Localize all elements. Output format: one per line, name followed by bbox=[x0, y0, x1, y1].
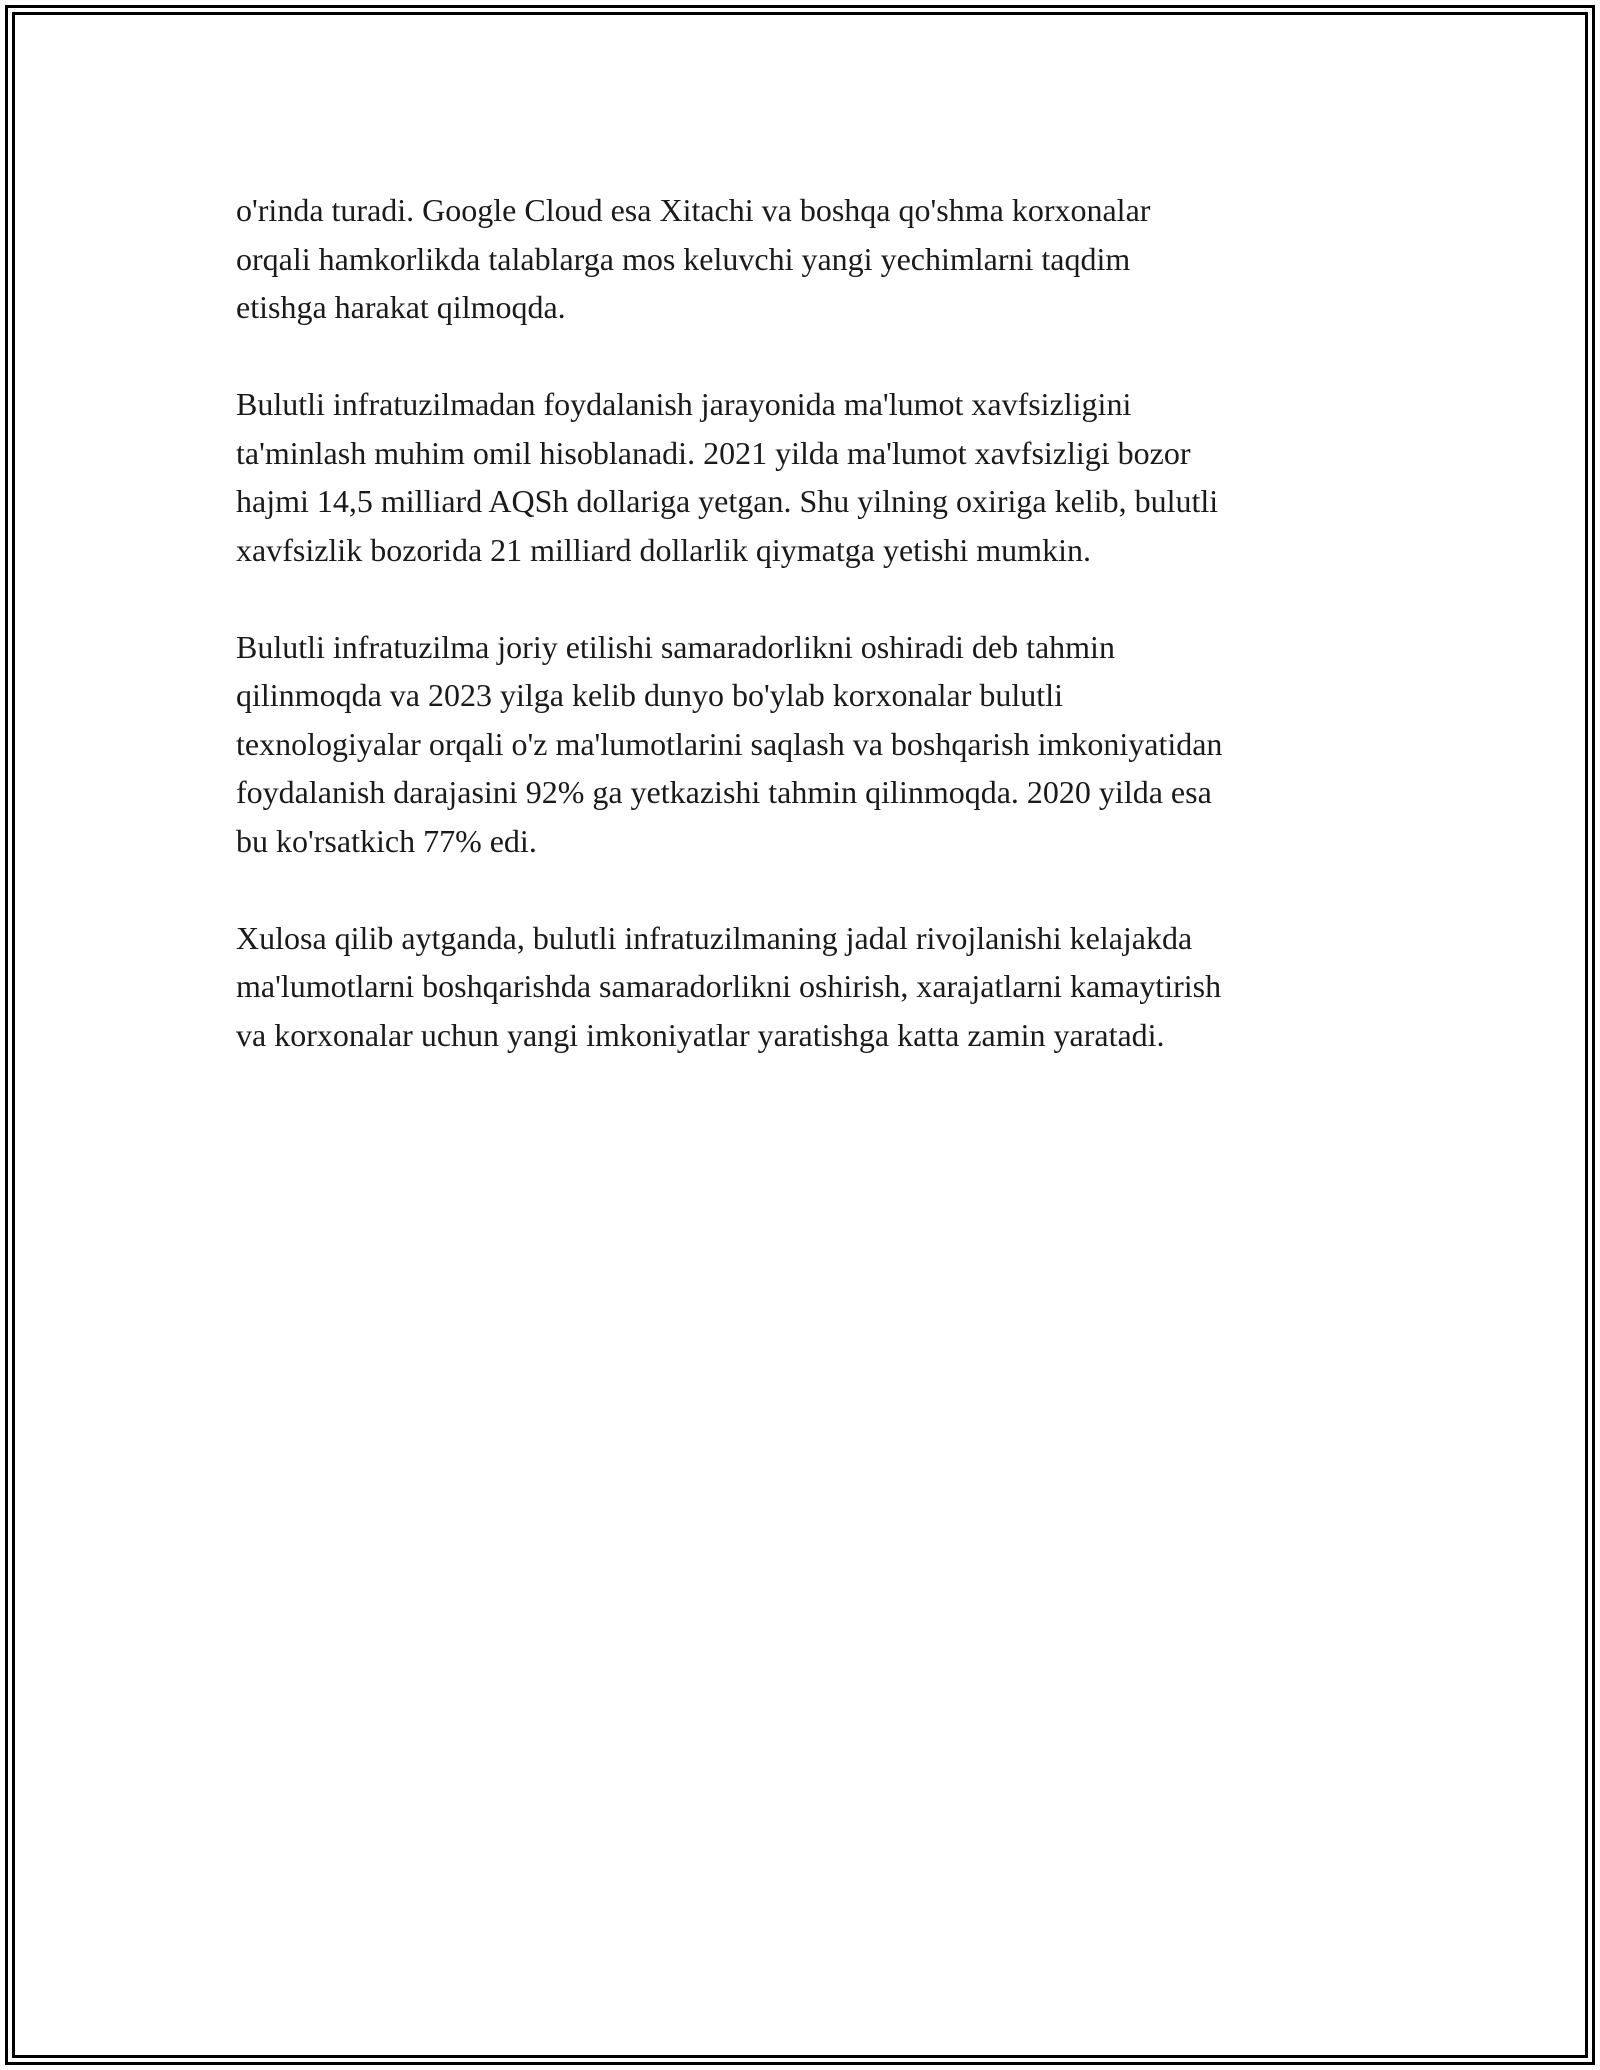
paragraph-line: va korxonalar uchun yangi imkoniyatlar yaratishga katta zamin yaratadi. bbox=[236, 1016, 1165, 1053]
paragraph-line: ma'lumotlarni boshqarishda samaradorlikni oshirish, xarajatlarni kamaytirish bbox=[236, 968, 1222, 1004]
document-body bbox=[236, 186, 1396, 1108]
paragraph-3 bbox=[236, 623, 1396, 866]
paragraph-line: Xulosa qilib aytganda, bulutli infratuzilmaning jadal rivojlanishi kelajakda bbox=[236, 919, 1193, 956]
paragraph-line: hajmi 14,5 milliard AQSh dollariga yetgan. Shu yilning oxiriga kelib, bulutli bbox=[236, 483, 1219, 519]
paragraph-line: ta'minlash muhim omil hisoblanadi. 2021 yilda ma'lumot xavfsizligi bozor bbox=[236, 434, 1191, 471]
paragraph-2 bbox=[236, 380, 1396, 574]
paragraph-line: qilinmoqda va 2023 yilga kelib dunyo bo'ylab korxonalar bulutli bbox=[236, 677, 1063, 713]
paragraph-line: orqali hamkorlikda talablarga mos keluvchi yangi yechimlarni taqdim bbox=[236, 240, 1131, 277]
paragraph-line: o'rinda turadi. Google Cloud esa Xitachi va boshqa qo'shma korxonalar bbox=[236, 192, 1151, 228]
paragraph-line: bu ko'rsatkich 77% edi. bbox=[236, 822, 537, 859]
paragraph-line: Bulutli infratuzilma joriy etilishi samaradorlikni oshiradi deb tahmin bbox=[236, 628, 1115, 665]
paragraph-line: xavfsizlik bozorida 21 milliard dollarlik qiymatga yetishi mumkin. bbox=[236, 531, 1091, 568]
paragraph-line: etishga harakat qilmoqda. bbox=[236, 289, 566, 325]
paragraph-1 bbox=[236, 186, 1396, 332]
paragraph-line: Bulutli infratuzilmadan foydalanish jarayonida ma'lumot xavfsizligini bbox=[236, 386, 1132, 422]
paragraph-4 bbox=[236, 914, 1396, 1060]
paragraph-line: foydalanish darajasini 92% ga yetkazishi tahmin qilinmoqda. 2020 yilda esa bbox=[236, 774, 1212, 810]
paragraph-line: texnologiyalar orqali o'z ma'lumotlarini saqlash va boshqarish imkoniyatidan bbox=[236, 725, 1223, 762]
